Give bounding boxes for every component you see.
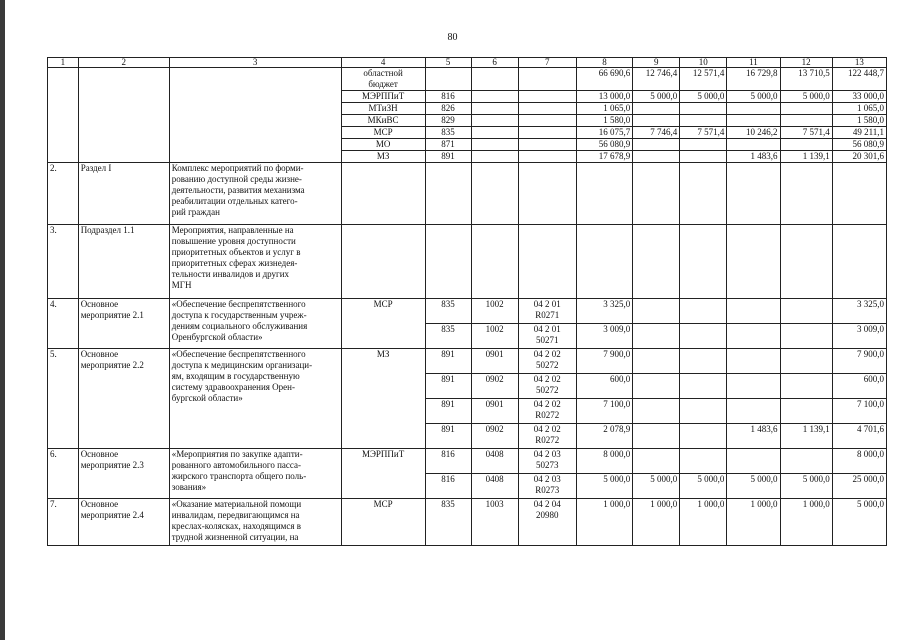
value-col-12 — [780, 115, 832, 127]
value-col-8: 1 580,0 — [576, 115, 632, 127]
measure-description: «Обеспечение беспрепятственного доступа к государственным учреж- дениям социального обслуживания Оренбургской области» — [169, 299, 341, 349]
value-col-13: 600,0 — [832, 374, 886, 399]
table-row — [48, 349, 887, 374]
cell-empty — [471, 91, 518, 103]
executor-name: МО — [341, 139, 425, 151]
cell-empty — [576, 163, 632, 225]
value-col-10: 5 000,0 — [680, 474, 727, 499]
target-article-code: 04 2 03 R0273 — [518, 474, 576, 499]
measure-name: Основное мероприятие 2.3 — [78, 449, 169, 499]
value-col-12: 1 000,0 — [780, 499, 832, 546]
grbs-code: 835 — [425, 299, 471, 324]
value-col-12 — [780, 324, 832, 349]
table-row — [48, 499, 887, 546]
value-col-11 — [727, 103, 780, 115]
value-col-11: 5 000,0 — [727, 91, 780, 103]
value-col-12: 13 710,5 — [780, 68, 832, 91]
cell-empty — [576, 225, 632, 299]
executor-name: МТиЗН — [341, 103, 425, 115]
cell-empty — [341, 225, 425, 299]
cell-empty — [832, 225, 886, 299]
measure-name: Основное мероприятие 2.4 — [78, 499, 169, 546]
value-col-13: 1 580,0 — [832, 115, 886, 127]
target-article-code: 04 2 02 50272 — [518, 374, 576, 399]
value-col-12 — [780, 449, 832, 474]
executor-name: МКиВС — [341, 115, 425, 127]
grbs-code: 891 — [425, 151, 471, 163]
value-col-11 — [727, 299, 780, 324]
header-row — [48, 58, 887, 68]
header-col-4: 4 — [341, 58, 425, 68]
grbs-code: 826 — [425, 103, 471, 115]
cell-empty — [471, 127, 518, 139]
value-col-9 — [633, 449, 680, 474]
header-col-11: 11 — [727, 58, 780, 68]
target-article-code: 04 2 02 50272 — [518, 349, 576, 374]
value-col-11: 16 729,8 — [727, 68, 780, 91]
value-col-8: 1 065,0 — [576, 103, 632, 115]
header-col-8: 8 — [576, 58, 632, 68]
cell-empty — [780, 163, 832, 225]
value-col-10: 1 000,0 — [680, 499, 727, 546]
value-col-12 — [780, 374, 832, 399]
value-col-9: 1 000,0 — [633, 499, 680, 546]
cell-empty — [471, 103, 518, 115]
value-col-13: 3 009,0 — [832, 324, 886, 349]
value-col-9 — [633, 399, 680, 424]
value-col-11 — [727, 399, 780, 424]
cell-empty — [471, 225, 518, 299]
grbs-code: 871 — [425, 139, 471, 151]
cell-empty — [471, 68, 518, 91]
cell-empty — [727, 225, 780, 299]
header-col-3: 3 — [169, 58, 341, 68]
measure-name: Основное мероприятие 2.1 — [78, 299, 169, 349]
grbs-code: 891 — [425, 349, 471, 374]
value-col-8: 1 000,0 — [576, 499, 632, 546]
value-col-9 — [633, 299, 680, 324]
value-col-10 — [680, 151, 727, 163]
value-col-13: 20 301,6 — [832, 151, 886, 163]
value-col-8: 5 000,0 — [576, 474, 632, 499]
cell-empty — [633, 163, 680, 225]
value-col-10 — [680, 103, 727, 115]
value-col-9 — [633, 151, 680, 163]
value-col-11 — [727, 139, 780, 151]
value-col-10 — [680, 349, 727, 374]
page-number: 80 — [447, 32, 458, 43]
cell-empty — [518, 115, 576, 127]
cell-empty — [633, 225, 680, 299]
cell-empty — [48, 68, 79, 163]
section-description: Комплекс мероприятий по форми- рованию доступной среды жизне- деятельности, развития механизма реабилитации отдельных катего- рий граждан — [169, 163, 341, 225]
cell-empty — [471, 151, 518, 163]
row-number: 4. — [48, 299, 79, 349]
value-col-10 — [680, 424, 727, 449]
header-col-6: 6 — [471, 58, 518, 68]
target-article-code: 04 2 02 R0272 — [518, 399, 576, 424]
value-col-13: 5 000,0 — [832, 499, 886, 546]
header-col-9: 9 — [633, 58, 680, 68]
value-col-12: 1 139,1 — [780, 424, 832, 449]
table-row — [48, 163, 887, 225]
value-col-8: 16 075,7 — [576, 127, 632, 139]
value-col-11: 1 483,6 — [727, 424, 780, 449]
cell-empty — [425, 225, 471, 299]
value-col-9: 12 746,4 — [633, 68, 680, 91]
target-article-code: 04 2 01 50271 — [518, 324, 576, 349]
value-col-10 — [680, 299, 727, 324]
value-col-13: 1 065,0 — [832, 103, 886, 115]
cell-empty — [727, 163, 780, 225]
value-col-11 — [727, 324, 780, 349]
cell-empty — [832, 163, 886, 225]
value-col-12 — [780, 399, 832, 424]
value-col-12 — [780, 349, 832, 374]
grbs-code: 891 — [425, 374, 471, 399]
value-col-12: 7 571,4 — [780, 127, 832, 139]
measure-description: «Оказание материальной помощи инвалидам, передвигающимся на креслах-колясках, находящимся в трудной жизненной ситуации, на — [169, 499, 341, 546]
value-col-13: 7 100,0 — [832, 399, 886, 424]
value-col-13: 8 000,0 — [832, 449, 886, 474]
value-col-8: 17 678,9 — [576, 151, 632, 163]
row-number: 5. — [48, 349, 79, 449]
header-col-2: 2 — [78, 58, 169, 68]
value-col-13: 7 900,0 — [832, 349, 886, 374]
value-col-10: 5 000,0 — [680, 91, 727, 103]
value-col-11 — [727, 349, 780, 374]
table-row — [48, 68, 887, 91]
header-col-5: 5 — [425, 58, 471, 68]
section-code: 0902 — [471, 424, 518, 449]
value-col-9 — [633, 103, 680, 115]
value-col-11 — [727, 115, 780, 127]
value-col-9 — [633, 139, 680, 151]
section-code: 1002 — [471, 324, 518, 349]
grbs-code: 816 — [425, 449, 471, 474]
cell-empty — [518, 163, 576, 225]
cell-empty — [169, 68, 341, 163]
cell-empty — [78, 68, 169, 163]
grbs-code: 835 — [425, 324, 471, 349]
value-col-10 — [680, 374, 727, 399]
section-code: 0408 — [471, 449, 518, 474]
grbs-code: 829 — [425, 115, 471, 127]
measure-description: «Обеспечение беспрепятственного доступа к медицинским организаци- ям, входящим в государственную систему здравоохранения Орен- бургской области» — [169, 349, 341, 449]
value-col-12: 1 139,1 — [780, 151, 832, 163]
value-col-8: 66 690,6 — [576, 68, 632, 91]
executor-name: МСР — [341, 499, 425, 546]
value-col-10 — [680, 399, 727, 424]
value-col-12 — [780, 299, 832, 324]
cell-empty — [518, 91, 576, 103]
target-article-code: 04 2 01 R0271 — [518, 299, 576, 324]
budget-label: областной бюджет — [341, 68, 425, 91]
section-code: 1003 — [471, 499, 518, 546]
value-col-8: 3 325,0 — [576, 299, 632, 324]
cell-empty — [471, 139, 518, 151]
row-number: 6. — [48, 449, 79, 499]
value-col-10 — [680, 139, 727, 151]
value-col-11: 5 000,0 — [727, 474, 780, 499]
value-col-8: 8 000,0 — [576, 449, 632, 474]
grbs-code: 835 — [425, 499, 471, 546]
value-col-9 — [633, 324, 680, 349]
value-col-13: 122 448,7 — [832, 68, 886, 91]
value-col-9 — [633, 349, 680, 374]
section-code: 1002 — [471, 299, 518, 324]
value-col-9: 5 000,0 — [633, 474, 680, 499]
row-number: 7. — [48, 499, 79, 546]
cell-empty — [518, 103, 576, 115]
value-col-10: 7 571,4 — [680, 127, 727, 139]
value-col-9 — [633, 374, 680, 399]
value-col-8: 7 100,0 — [576, 399, 632, 424]
value-col-10 — [680, 449, 727, 474]
target-article-code: 04 2 03 50273 — [518, 449, 576, 474]
cell-empty — [518, 151, 576, 163]
header-col-1: 1 — [48, 58, 79, 68]
value-col-8: 13 000,0 — [576, 91, 632, 103]
cell-empty — [680, 225, 727, 299]
program-funding-table — [47, 57, 887, 546]
cell-empty — [425, 68, 471, 91]
section-code: 0408 — [471, 474, 518, 499]
table-row — [48, 299, 887, 324]
cell-empty — [680, 163, 727, 225]
cell-empty — [518, 139, 576, 151]
value-col-12: 5 000,0 — [780, 91, 832, 103]
value-col-13: 25 000,0 — [832, 474, 886, 499]
value-col-10 — [680, 324, 727, 349]
value-col-13: 4 701,6 — [832, 424, 886, 449]
row-number: 3. — [48, 225, 79, 299]
value-col-13: 49 211,1 — [832, 127, 886, 139]
section-code: 0901 — [471, 399, 518, 424]
grbs-code: 816 — [425, 474, 471, 499]
executor-name: МЗ — [341, 349, 425, 449]
value-col-11 — [727, 449, 780, 474]
value-col-12 — [780, 139, 832, 151]
executor-name: МСР — [341, 299, 425, 349]
grbs-code: 835 — [425, 127, 471, 139]
header-col-10: 10 — [680, 58, 727, 68]
value-col-8: 7 900,0 — [576, 349, 632, 374]
scan-edge-bar — [0, 0, 5, 640]
value-col-8: 3 009,0 — [576, 324, 632, 349]
section-title: Подраздел 1.1 — [78, 225, 169, 299]
cell-empty — [425, 163, 471, 225]
cell-empty — [341, 163, 425, 225]
value-col-8: 56 080,9 — [576, 139, 632, 151]
target-article-code: 04 2 02 R0272 — [518, 424, 576, 449]
measure-description: «Мероприятия по закупке адапти- рованного автомобильного пасса- жирского транспорта общего поль- зования» — [169, 449, 341, 499]
cell-empty — [518, 127, 576, 139]
section-code: 0901 — [471, 349, 518, 374]
section-code: 0902 — [471, 374, 518, 399]
value-col-11: 10 246,2 — [727, 127, 780, 139]
value-col-12 — [780, 103, 832, 115]
executor-name: МЭРППиТ — [341, 91, 425, 103]
section-title: Раздел I — [78, 163, 169, 225]
value-col-9 — [633, 424, 680, 449]
value-col-13: 33 000,0 — [832, 91, 886, 103]
header-col-13: 13 — [832, 58, 886, 68]
cell-empty — [518, 68, 576, 91]
grbs-code: 891 — [425, 424, 471, 449]
value-col-12: 5 000,0 — [780, 474, 832, 499]
executor-name: МЗ — [341, 151, 425, 163]
value-col-13: 56 080,9 — [832, 139, 886, 151]
value-col-8: 600,0 — [576, 374, 632, 399]
cell-empty — [518, 225, 576, 299]
value-col-9 — [633, 115, 680, 127]
header-col-12: 12 — [780, 58, 832, 68]
value-col-11: 1 000,0 — [727, 499, 780, 546]
table-row — [48, 449, 887, 474]
value-col-9: 7 746,4 — [633, 127, 680, 139]
measure-name: Основное мероприятие 2.2 — [78, 349, 169, 449]
grbs-code: 891 — [425, 399, 471, 424]
target-article-code: 04 2 04 20980 — [518, 499, 576, 546]
value-col-11: 1 483,6 — [727, 151, 780, 163]
executor-name: МЭРППиТ — [341, 449, 425, 499]
cell-empty — [471, 163, 518, 225]
section-description: Мероприятия, направленные на повышение уровня доступности приоритетных объектов и услуг в приоритетных сферах жизнедея- тельности инвалидов и других МГН — [169, 225, 341, 299]
value-col-10: 12 571,4 — [680, 68, 727, 91]
value-col-11 — [727, 374, 780, 399]
value-col-13: 3 325,0 — [832, 299, 886, 324]
table-row — [48, 225, 887, 299]
value-col-8: 2 078,9 — [576, 424, 632, 449]
grbs-code: 816 — [425, 91, 471, 103]
value-col-9: 5 000,0 — [633, 91, 680, 103]
executor-name: МСР — [341, 127, 425, 139]
header-col-7: 7 — [518, 58, 576, 68]
row-number: 2. — [48, 163, 79, 225]
cell-empty — [471, 115, 518, 127]
value-col-10 — [680, 115, 727, 127]
cell-empty — [780, 225, 832, 299]
